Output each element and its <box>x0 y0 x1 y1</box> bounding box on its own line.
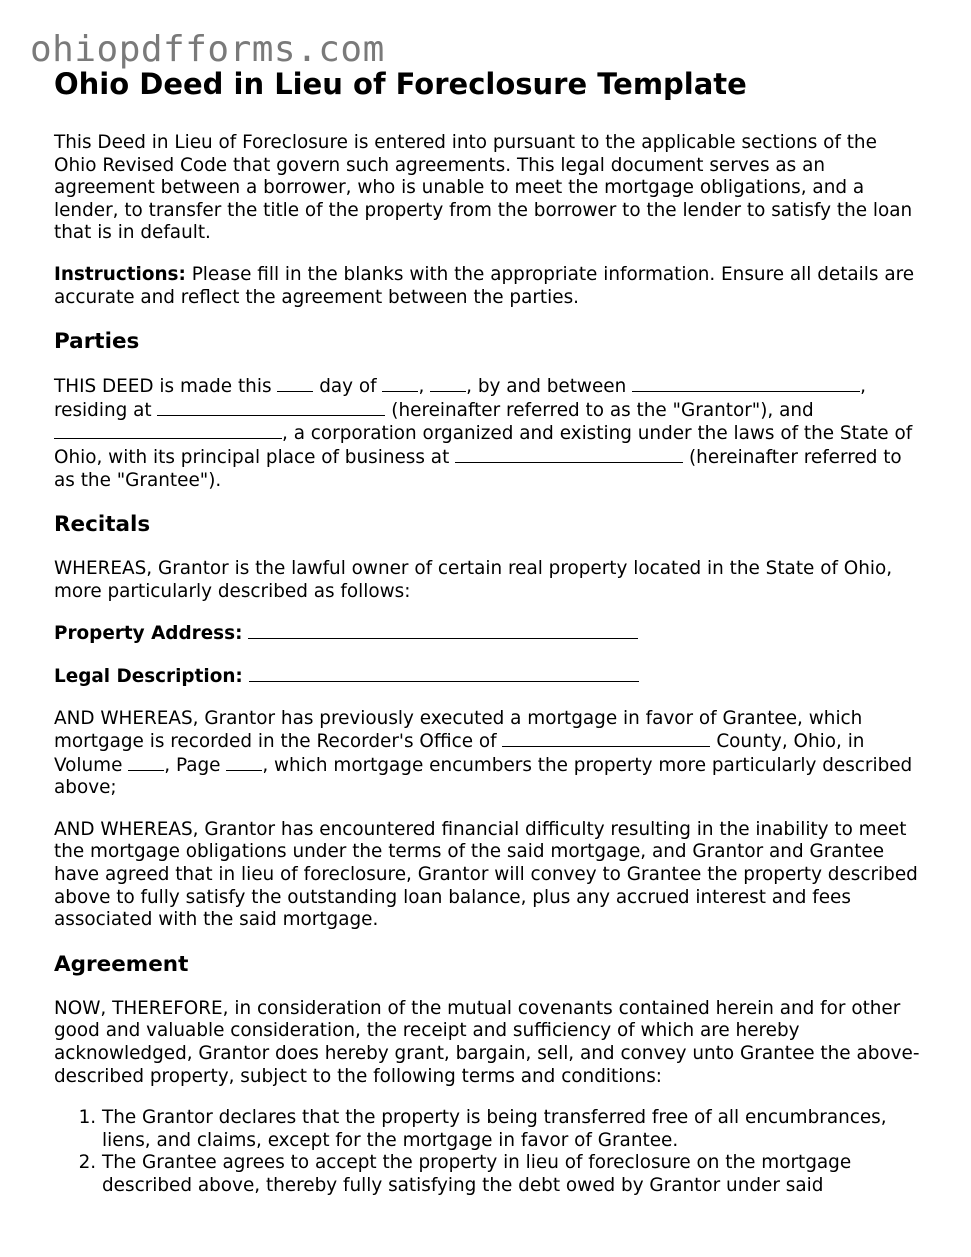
parties-paragraph <box>54 375 924 492</box>
text-run: , <box>418 376 431 398</box>
blank-page[interactable] <box>226 754 262 771</box>
blank-grantee-name[interactable] <box>54 422 282 439</box>
text-run: County, Ohio, in Volume <box>54 731 865 776</box>
section-heading-agreement: Agreement <box>54 951 189 977</box>
legal-description-line <box>54 665 924 689</box>
legal-description-label: Legal Description: <box>54 665 243 687</box>
agreement-paragraph: NOW, THEREFORE, in consideration of the mutual covenants contained herein and for other good and valuable consideration, the receipt and sufficiency of which are hereby acknowledged, Grantor does hereby grant, bargain, sell, and convey unto Grantee the above-described property, subject to the following terms and conditions: <box>54 997 920 1087</box>
blank-grantor-address[interactable] <box>157 399 385 416</box>
blank-year[interactable] <box>430 375 466 392</box>
instructions-paragraph <box>54 264 924 309</box>
blank-grantor-name[interactable] <box>632 375 860 392</box>
text-run: , which mortgage encumbers the property more particularly described above; <box>54 754 913 799</box>
instructions-label: Instructions: <box>54 263 186 285</box>
blank-volume[interactable] <box>128 754 164 771</box>
list-item: 1. The Grantor declares that the property is being transferred free of all encumbrances, liens, and claims, except for the mortgage in favor of Grantee. <box>102 1107 924 1152</box>
terms-list <box>54 1107 924 1197</box>
recitals-paragraph-2 <box>54 708 924 800</box>
text-run: , a corporation organized and existing under the laws of the State of Ohio, with its principal place of business at <box>54 423 913 468</box>
section-heading-parties: Parties <box>54 329 140 355</box>
text-run: AND WHEREAS, Grantor has previously executed a mortgage in favor of Grantee, which mortgage is recorded in the Recorder's Office of <box>54 707 863 753</box>
blank-property-address[interactable] <box>248 622 638 639</box>
property-address-label: Property Address: <box>54 623 243 645</box>
watermark: ohiopdfforms.com <box>30 29 385 70</box>
document-page <box>54 64 924 1198</box>
recitals-paragraph-1: WHEREAS, Grantor is the lawful owner of certain real property located in the State of Ohio, more particularly described as follows: <box>54 558 893 602</box>
blank-county[interactable] <box>502 730 710 747</box>
blank-grantee-address[interactable] <box>455 446 683 463</box>
section-heading-recitals: Recitals <box>54 512 151 538</box>
blank-month[interactable] <box>382 375 418 392</box>
page-title: Ohio Deed in Lieu of Foreclosure Template <box>54 67 747 101</box>
text-run: day of <box>313 376 383 398</box>
text-run: (hereinafter referred to as the "Grantor"), and <box>385 399 814 421</box>
instructions-text: Please fill in the blanks with the appropriate information. Ensure all details are accurate and reflect the agreement between the parties. <box>54 263 915 308</box>
text-run: THIS DEED is made this <box>54 376 278 398</box>
text-run: , Page <box>164 754 227 776</box>
list-item: 2. The Grantee agrees to accept the property in lieu of foreclosure on the mortgage described above, thereby fully satisfying the debt owed by Grantor under said <box>102 1152 924 1197</box>
text-run: , by and between <box>466 376 633 398</box>
intro-paragraph: This Deed in Lieu of Foreclosure is entered into pursuant to the applicable sections of the Ohio Revised Code that govern such agreements. This legal document serves as an agreement between a borrower, who is unable to meet the mortgage obligations, and a lender, to transfer the title of the property from the borrower to the lender to satisfy the loan that is in default. <box>54 132 913 244</box>
text-run: , residing at <box>54 376 866 421</box>
property-address-line <box>54 622 924 646</box>
blank-day[interactable] <box>277 375 313 392</box>
blank-legal-description[interactable] <box>249 665 639 682</box>
recitals-paragraph-3: AND WHEREAS, Grantor has encountered financial difficulty resulting in the inability to meet the mortgage obligations under the terms of the said mortgage, and Grantor and Grantee have agreed that in lieu of foreclosure, Grantor will convey to Grantee the property described above to fully satisfy the outstanding loan balance, plus any accrued interest and fees associated with the said mortgage. <box>54 818 918 931</box>
text-run: (hereinafter referred to as the "Grantee"). <box>54 446 902 491</box>
